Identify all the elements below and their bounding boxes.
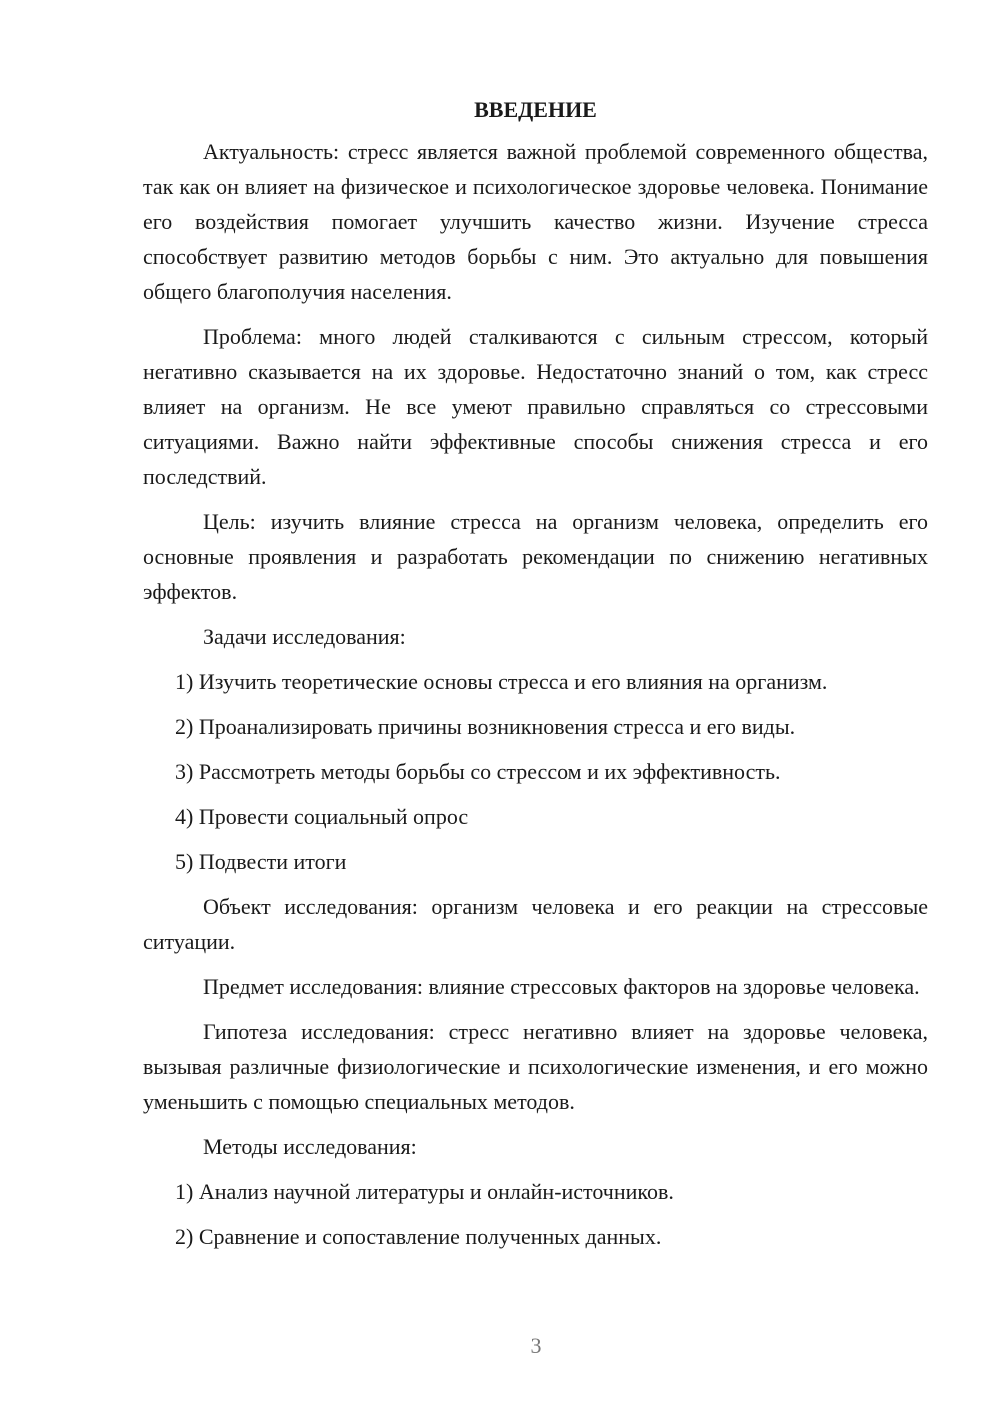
list-item-text: Проанализировать причины возникновения стресса и его виды. [198, 714, 796, 739]
methods-label: Методы исследования: [203, 1134, 417, 1159]
page-number: 3 [530, 1333, 542, 1358]
list-item-number: 1) [175, 669, 194, 694]
list-item-text: Анализ научной литературы и онлайн-источников. [198, 1179, 674, 1204]
list-item [143, 754, 928, 789]
list-item-number: 2) [175, 1224, 194, 1249]
methods-list [143, 1174, 928, 1254]
list-item-number: 2) [175, 714, 194, 739]
list-item-text: Подвести итоги [198, 849, 347, 874]
list-item [143, 1174, 928, 1209]
list-item [143, 799, 928, 834]
list-item-number: 1) [175, 1179, 194, 1204]
list-item-text: Рассмотреть методы борьбы со стрессом и их эффективность. [198, 759, 781, 784]
page-content [143, 93, 928, 1264]
list-item [143, 1219, 928, 1254]
list-item-text: Сравнение и сопоставление полученных данных. [198, 1224, 662, 1249]
object-paragraph: Объект исследования: организм человека и его реакции на стрессовые ситуации. [143, 894, 928, 954]
list-item-number: 5) [175, 849, 194, 874]
goal-paragraph: Цель: изучить влияние стресса на организм человека, определить его основные проявления и разработать рекомендации по снижению негативных эффектов. [143, 509, 928, 604]
list-item [143, 709, 928, 744]
subject-paragraph: Предмет исследования: влияние стрессовых факторов на здоровье человека. [203, 974, 920, 999]
problem-paragraph: Проблема: много людей сталкиваются с сильным стрессом, который негативно сказывается на их здоровье. Недостаточно знаний о том, как стресс влияет на организм. Не все умеют правильно справляться со стрессовыми ситуациями. Важно найти эффективные способы снижения стресса и его последствий. [143, 324, 928, 489]
list-item-text: Провести социальный опрос [198, 804, 469, 829]
list-item-number: 4) [175, 804, 194, 829]
list-item [143, 844, 928, 879]
hypothesis-paragraph: Гипотеза исследования: стресс негативно влияет на здоровье человека, вызывая различные физиологические и психологические изменения, и его можно уменьшить с помощью специальных методов. [143, 1019, 928, 1114]
relevance-paragraph: Актуальность: стресс является важной проблемой современного общества, так как он влияет на физическое и психологическое здоровье человека. Понимание его воздействия помогает улучшить качество жизни. Изучение стресса способствует развитию методов борьбы с ним. Это актуально для повышения общего благополучия населения. [143, 139, 928, 304]
list-item-number: 3) [175, 759, 194, 784]
tasks-list [143, 664, 928, 879]
list-item-text: Изучить теоретические основы стресса и его влияния на организм. [198, 669, 828, 694]
list-item [143, 664, 928, 699]
page-title: ВВЕДЕНИЕ [474, 97, 597, 122]
tasks-label: Задачи исследования: [203, 624, 406, 649]
